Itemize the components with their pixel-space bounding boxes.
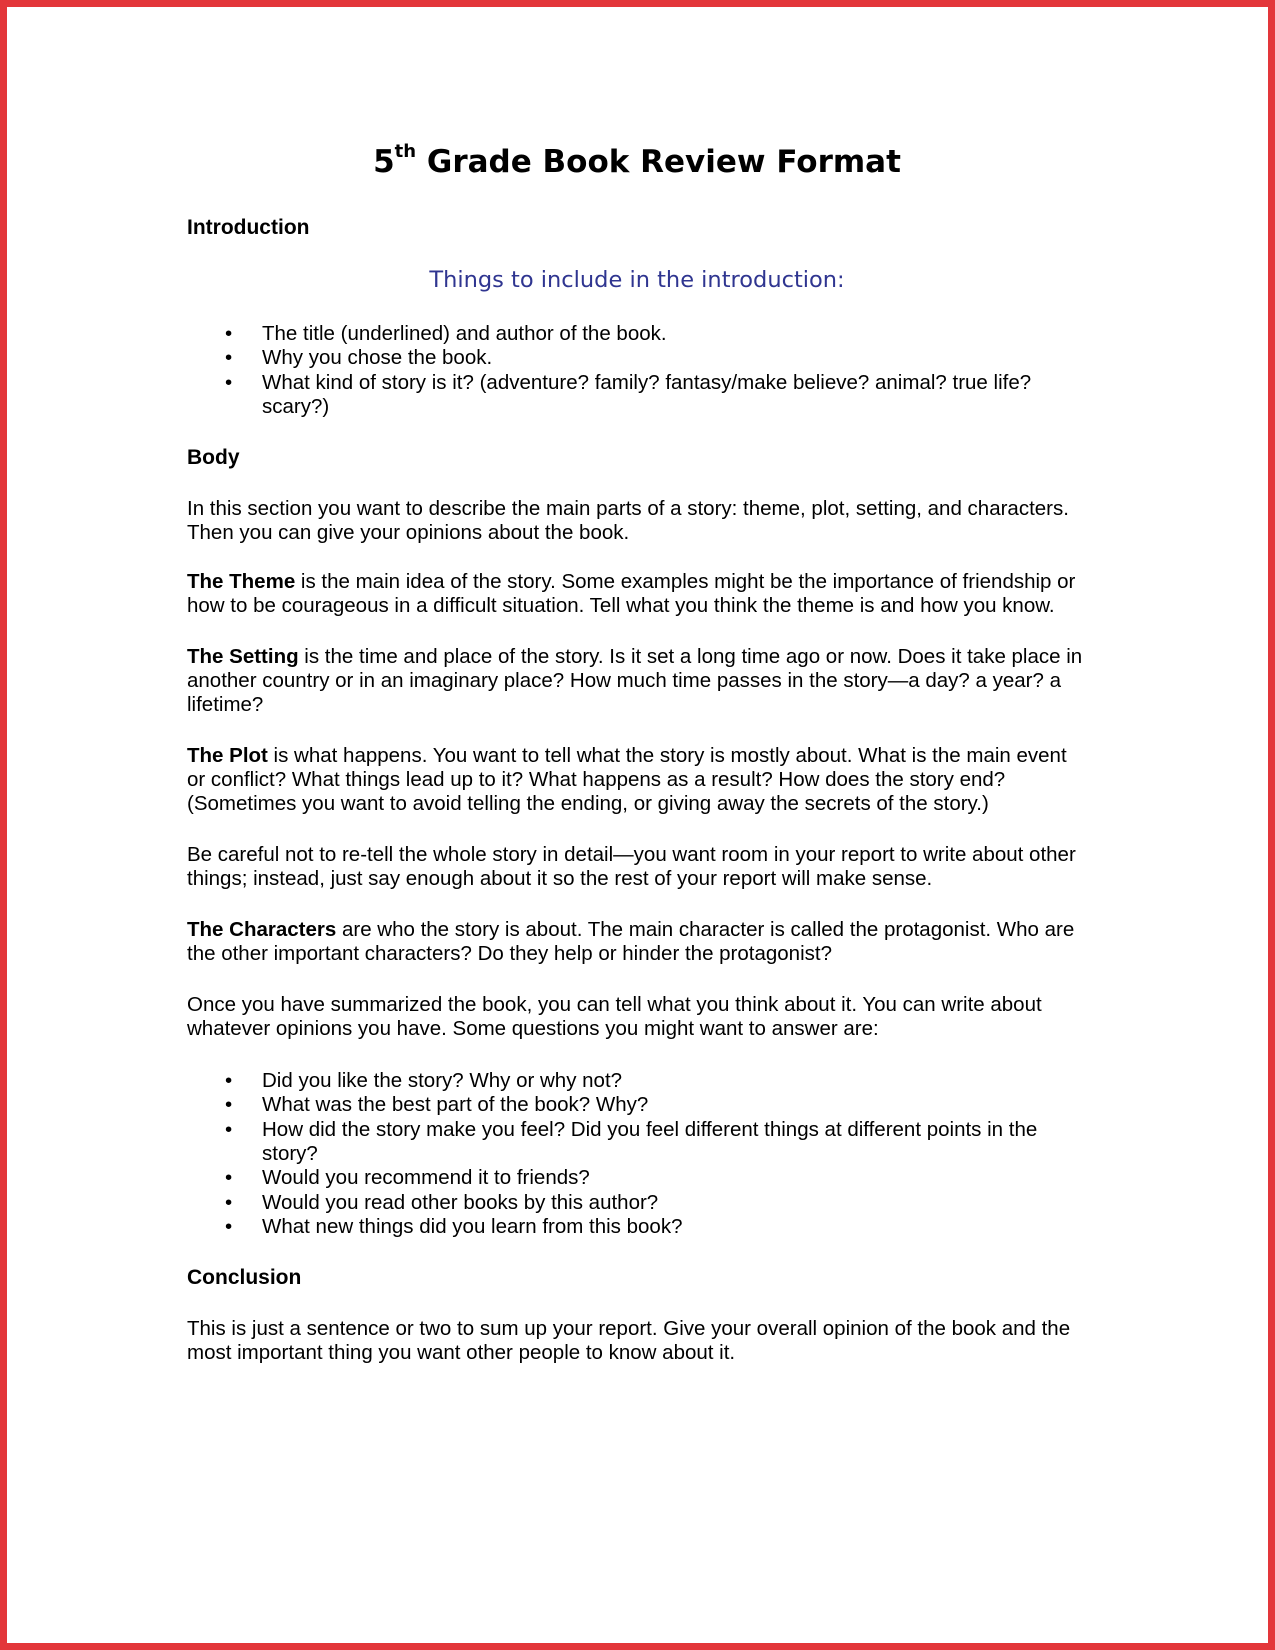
title-number: 5 — [373, 144, 395, 180]
bullet-icon: • — [225, 1166, 233, 1190]
list-item — [187, 1069, 1087, 1093]
title-superscript: th — [394, 140, 417, 162]
list-item — [187, 1093, 1087, 1117]
list-item-text: What new things did you learn from this book? — [262, 1214, 683, 1238]
characters-paragraph — [187, 918, 1087, 966]
title-text: Grade Book Review Format — [416, 144, 901, 180]
list-item — [187, 1215, 1087, 1239]
list-item-text: What was the best part of the book? Why? — [262, 1093, 649, 1117]
theme-term: The Theme — [187, 570, 296, 594]
list-item-text: Did you like the story? Why or why not? — [262, 1069, 623, 1093]
document — [187, 142, 1087, 1365]
bullet-icon: • — [225, 1093, 233, 1117]
list-item — [187, 322, 1087, 346]
list-item-text: The title (underlined) and author of the book. — [262, 322, 667, 345]
plot-text: is what happens. You want to tell what the story is mostly about. What is the main event or conflict? What things lead up to it? What happens as a result? How does the story end? (Sometimes you want to avoid telling the ending, or giving away the secrets of the story.) — [187, 744, 1067, 816]
conclusion-heading: Conclusion — [187, 1266, 302, 1290]
list-item — [187, 346, 1087, 370]
bullet-icon: • — [225, 346, 233, 370]
introduction-heading: Introduction — [187, 216, 310, 239]
list-item-text: How did the story make you feel? Did you feel different things at different points in the story? — [262, 1117, 1038, 1166]
opinions-intro-paragraph: Once you have summarized the book, you can tell what you think about it. You can write about whatever opinions you have. Some questions you might want to answer are: — [187, 993, 1042, 1041]
setting-term: The Setting — [187, 645, 299, 669]
list-item — [187, 1166, 1087, 1190]
body-intro-paragraph: In this section you want to describe the main parts of a story: theme, plot, setting, and characters. Then you can give your opinions about the book. — [187, 497, 1069, 545]
plot-paragraph — [187, 744, 1087, 816]
plot-term: The Plot — [187, 744, 268, 768]
list-item — [187, 1191, 1087, 1215]
list-item-text: What kind of story is it? (adventure? family? fantasy/make believe? animal? true life? scary?) — [262, 370, 1032, 418]
bullet-icon: • — [225, 1069, 233, 1093]
characters-text: are who the story is about. The main character is called the protagonist. Who are the other important characters? Do they help or hinder the protagonist? — [187, 918, 1075, 966]
introduction-subheading: Things to include in the introduction: — [429, 267, 845, 293]
setting-paragraph — [187, 645, 1087, 717]
theme-text: is the main idea of the story. Some examples might be the importance of friendship or how to be courageous in a difficult situation. Tell what you think the theme is and how you know. — [187, 570, 1076, 618]
bullet-icon: • — [225, 322, 233, 345]
setting-text: is the time and place of the story. Is it set a long time ago or now. Does it take place in another country or in an imaginary place? How much time passes in the story—a day? a year? a lifetime? — [187, 645, 1083, 717]
theme-paragraph — [187, 570, 1087, 618]
bullet-icon: • — [225, 1214, 233, 1238]
list-item — [187, 371, 1087, 420]
list-item-text: Would you recommend it to friends? — [262, 1166, 590, 1190]
bullet-icon: • — [225, 370, 233, 394]
list-item — [187, 1118, 1087, 1167]
characters-term: The Characters — [187, 918, 337, 942]
list-item-text: Why you chose the book. — [262, 346, 493, 370]
questions-list — [187, 1069, 1087, 1239]
bullet-icon: • — [225, 1117, 233, 1141]
page-title — [187, 142, 1087, 194]
body-heading: Body — [187, 446, 240, 470]
introduction-list — [187, 322, 1087, 419]
list-item-text: Would you read other books by this author? — [262, 1190, 659, 1214]
conclusion-paragraph: This is just a sentence or two to sum up your report. Give your overall opinion of the book and the most important thing you want other people to know about it. — [187, 1317, 1071, 1365]
careful-paragraph: Be careful not to re-tell the whole story in detail—you want room in your report to write about other things; instead, just say enough about it so the rest of your report will make sense. — [187, 843, 1076, 891]
bullet-icon: • — [225, 1190, 233, 1214]
